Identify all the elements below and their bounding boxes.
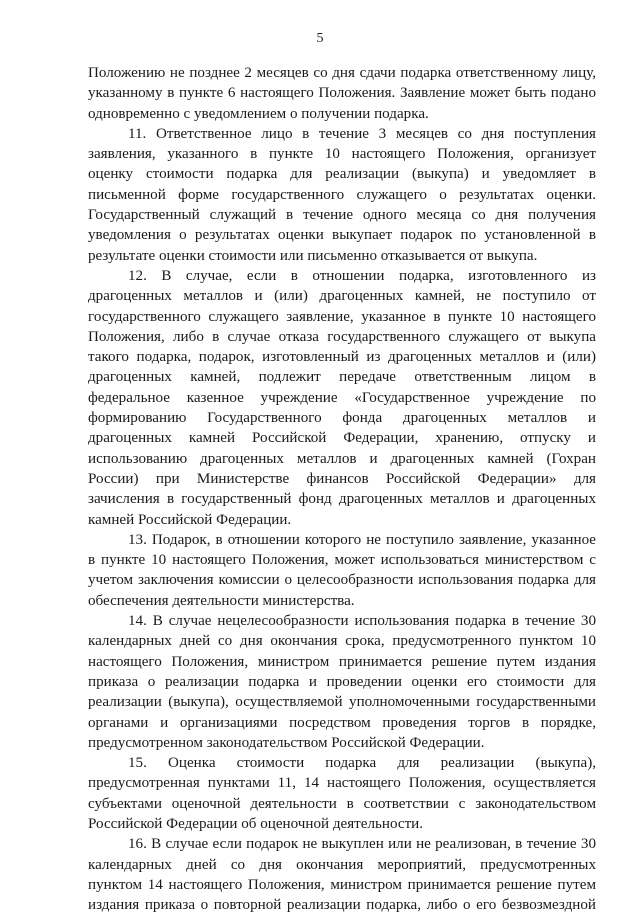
- text-line: в пункте 10 настоящего Положения, может использоваться министерством с: [88, 552, 596, 569]
- text-line: одновременно с уведомлением о получении подарка.: [88, 105, 429, 122]
- paragraph-11: [88, 124, 596, 266]
- text-line: оценку стоимости подарка для реализации (выкупа) и уведомляет в: [88, 166, 596, 183]
- text-line: результате оценки стоимости или письменно отказывается от выкупа.: [88, 247, 538, 264]
- text-line: настоящего Положения, министром принимается решение путем издания: [88, 653, 596, 670]
- text-line: драгоценных металлов и (или) драгоценных камней, не поступило от: [88, 288, 596, 305]
- text-line: такого подарка, подарок, изготовленный из драгоценных металлов и (или): [88, 349, 596, 366]
- text-line: приказа о реализации подарка и проведении оценки его стоимости для: [88, 673, 596, 690]
- text-line: уведомления о результатах оценки выкупает подарок по установленной в: [88, 227, 596, 244]
- text-line: субъектами оценочной деятельности в соответствии с законодательством: [88, 795, 596, 812]
- text-line: Положения, либо в случае отказа государственного служащего от выкупа: [88, 328, 596, 345]
- text-line: предусмотренная пунктами 11, 14 настоящего Положения, осуществляется: [88, 775, 596, 792]
- text-line: камней Российской Федерации.: [88, 511, 292, 528]
- text-line: использованию драгоценных металлов и драгоценных камней (Гохран: [88, 450, 596, 467]
- text-line: федеральное казенное учреждение «Государственное учреждение по: [88, 389, 596, 406]
- text-line: письменной форме государственного служащего о результатах оценки.: [88, 186, 596, 203]
- page-number: 5: [316, 31, 324, 46]
- text-line: 14. В случае нецелесообразности использования подарка в течение 30: [128, 613, 596, 630]
- text-line: 16. В случае если подарок не выкуплен или не реализован, в течение 30: [128, 836, 596, 853]
- paragraph-continuation: [88, 63, 596, 124]
- text-line: учетом заключения комиссии о целесообразности использования подарка для: [88, 572, 596, 589]
- text-line: государственного служащего заявление, указанное в пункте 10 настоящего: [88, 308, 596, 325]
- text-line: Российской Федерации об оценочной деятельности.: [88, 815, 424, 832]
- text-line: указанному в пункте 6 настоящего Положения. Заявление может быть подано: [88, 85, 596, 102]
- paragraph-15: [88, 753, 596, 834]
- text-line: пунктом 14 настоящего Положения, министром принимается решение путем: [88, 876, 596, 893]
- text-line: драгоценных камней, подлежит передаче ответственным лицом в: [88, 369, 596, 386]
- text-line: обеспечения деятельности министерства.: [88, 592, 355, 609]
- text-line: 15. Оценка стоимости подарка для реализации (выкупа),: [128, 755, 596, 772]
- text-line: формированию Государственного фонда драгоценных металлов и: [88, 410, 596, 427]
- text-line: издания приказа о повторной реализации подарка, либо о его безвозмездной: [88, 897, 596, 914]
- text-line: календарных дней со дня окончания срока, предусмотренного пунктом 10: [88, 633, 596, 650]
- paragraph-16: [88, 834, 596, 915]
- text-line: России) при Министерстве финансов Российской Федерации» для: [88, 470, 596, 487]
- text-line: драгоценных камней Российской Федерации, хранению, отпуску и: [88, 430, 596, 447]
- text-line: заявления, указанного в пункте 10 настоящего Положения, организует: [88, 146, 596, 163]
- text-line: Положению не позднее 2 месяцев со дня сдачи подарка ответственному лицу,: [88, 65, 596, 81]
- text-line: 11. Ответственное лицо в течение 3 месяцев со дня поступления: [128, 125, 596, 142]
- paragraph-12: [88, 266, 596, 530]
- text-line: предусмотренном законодательством Российской Федерации.: [88, 734, 485, 751]
- text-line: календарных дней со дня окончания мероприятий, предусмотренных: [88, 856, 596, 873]
- text-line: 13. Подарок, в отношении которого не поступило заявление, указанное: [128, 531, 596, 548]
- paragraph-14: [88, 611, 596, 753]
- document-body: [88, 63, 596, 915]
- paragraph-13: [88, 530, 596, 611]
- text-line: 12. В случае, если в отношении подарка, изготовленного из: [128, 267, 596, 284]
- text-line: зачисления в государственный фонд драгоценных металлов и драгоценных: [88, 491, 596, 508]
- text-line: органами и организациями посредством проведения торгов в порядке,: [88, 714, 596, 731]
- text-line: реализации (выкупа), осуществляемой уполномоченными государственными: [88, 694, 596, 711]
- text-line: Государственный служащий в течение одного месяца со дня получения: [88, 207, 596, 224]
